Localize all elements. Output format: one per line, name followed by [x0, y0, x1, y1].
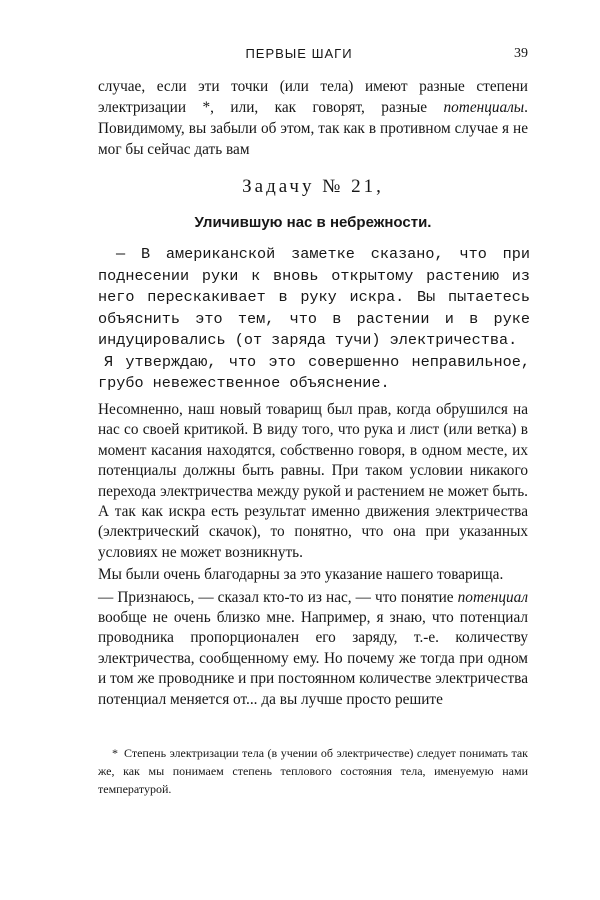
problem-subtitle: Уличившую нас в небрежности.	[194, 214, 432, 231]
body-paragraph-1: Несомненно, наш новый товарищ был прав, когда обрушился на нас со своей критикой. В виду того, что рука и лист (или ветка) в момент касания находятся, собственно говоря, в одном месте, их потенциалы должны быть равны. При таком условии никакого перехода электричества между рукой и растением не может быть. А так как искра есть результат именно движения электричества (электрический скачок), то понятно, что она при указанных условиях не может возникнуть.	[98, 401, 528, 561]
body-text	[98, 400, 528, 710]
body-paragraph-3	[98, 588, 528, 710]
footnote	[98, 744, 528, 798]
body-paragraph-3-emphasis: потенциал	[457, 588, 528, 606]
body-paragraph-2: Мы были очень благодарны за это указание нашего товарища.	[98, 566, 504, 584]
footnote-text: Степень электризации тела (в учении об электричестве) следует понимать так же, как мы понимаем степень теплового состояния тела, именуемую нами температурой.	[98, 746, 528, 796]
typed-paragraph-2: Я утверждаю, что это совершенно неправильное, грубо невежественное объяснение.	[98, 352, 530, 392]
intro-paragraph	[98, 76, 528, 160]
typed-paragraph-1: — В американской заметке сказано, что при поднесении руки к вновь открытому растению из него перескакивает в руку искра. Вы пытаетесь объяснить это тем, что в растении и в руке индуцировались (от заряда тучи) электричества.	[98, 245, 530, 349]
body-paragraph-3-end: вообще не очень близко мне. Например, я знаю, что потенциал проводника пропорционален его заряду, т.-е. количеству электричества, сообщенному ему. Но почему же тогда при одном и том же проводнике и при постоянном количестве электричества потенциал меняется от... да вы лучше просто решите	[98, 609, 528, 708]
running-title: ПЕРВЫЕ ШАГИ	[245, 46, 353, 61]
intro-text-start: случае, если эти точки (или тела) имеют разные степени электризации *, или, как говорят, разные	[98, 78, 528, 116]
intro-emphasis: потенциалы	[443, 99, 525, 116]
problem-title: Задачу № 21,	[242, 176, 384, 197]
intro-text-end: . Повидимому, вы забыли об этом, так как в противном случае я не мог бы сейчас дать вам	[98, 99, 528, 158]
page-number: 39	[514, 46, 528, 61]
typed-letter	[98, 244, 530, 395]
body-paragraph-3-start: — Признаюсь, — сказал кто-то из нас, — что понятие	[98, 588, 458, 606]
footnote-marker: *	[112, 746, 118, 760]
